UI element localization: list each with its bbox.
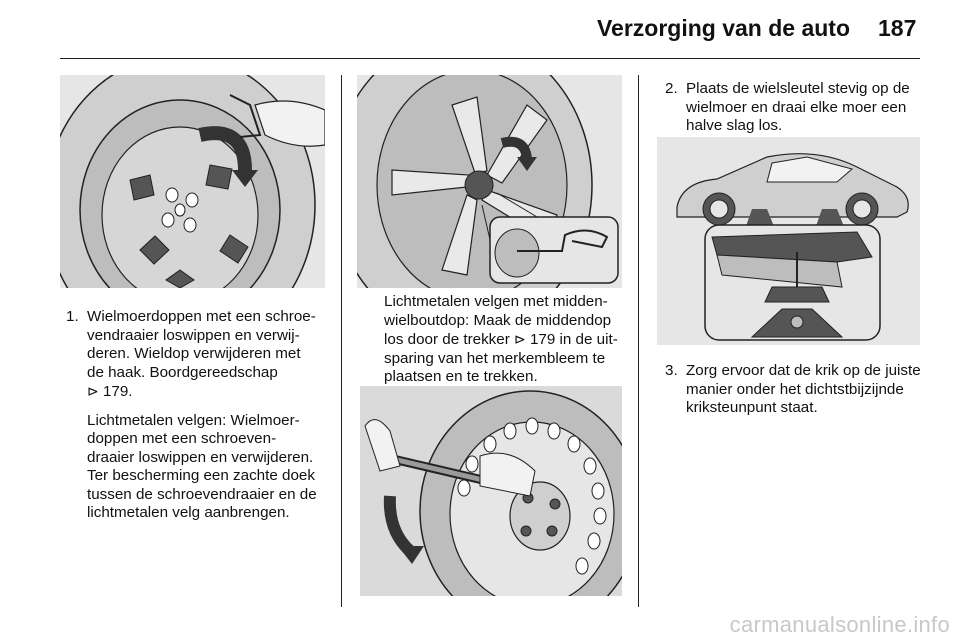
step-3-block bbox=[665, 362, 927, 418]
watermark: carmanualsonline.info bbox=[729, 612, 950, 637]
alloy-note-line: lichtmetalen velg aanbrengen. bbox=[87, 504, 290, 521]
center-cap-line: plaatsen en te trekken. bbox=[384, 368, 538, 385]
center-cap-line: wielboutdop: Maak de middendop bbox=[384, 311, 612, 329]
jacking-point-illustration bbox=[657, 137, 920, 345]
page-reference-icon: ⊳ bbox=[514, 331, 526, 347]
alloy-note-line: tussen de schroevendraaier en de bbox=[87, 485, 317, 503]
alloy-center-cap-block bbox=[384, 293, 636, 387]
page-number: 187 bbox=[878, 15, 917, 41]
step-2-number: 2. bbox=[665, 80, 678, 97]
step-1-line: deren. Wieldop verwijderen met bbox=[87, 345, 301, 362]
step-1-line: Wielmoerdoppen met een schroe- bbox=[87, 308, 316, 325]
step-2-line: wielmoer en draai elke moer een bbox=[686, 98, 907, 116]
page-reference-icon: ⊳ bbox=[87, 383, 99, 399]
step-1-line: vendraaier loswippen en verwij- bbox=[87, 326, 300, 344]
center-cap-line: Lichtmetalen velgen met midden- bbox=[384, 293, 608, 310]
page-header-title: Verzorging van de auto bbox=[596, 15, 850, 41]
alloy-note-line: doppen met een schroeven- bbox=[87, 430, 277, 447]
wheel-wrench-illustration bbox=[360, 386, 622, 596]
alloy-note-line: draaier loswippen en verwijderen. bbox=[87, 448, 314, 466]
step-2-line: halve slag los. bbox=[686, 117, 783, 134]
alloy-note-line: Ter bescherming een zachte doek bbox=[87, 467, 315, 484]
center-cap-line-part: los door de trekker bbox=[384, 331, 514, 348]
step-3-line: Zorg ervoor dat de krik op de juiste bbox=[686, 362, 921, 379]
alloy-note-line: Lichtmetalen velgen: Wielmoer- bbox=[87, 411, 300, 429]
header-divider bbox=[60, 58, 920, 59]
step-3-line: kriksteunpunt staat. bbox=[686, 399, 818, 416]
step-2-line: Plaats de wielsleutel stevig op de bbox=[686, 80, 910, 97]
step-3-number: 3. bbox=[665, 362, 678, 379]
step-1-reference bbox=[87, 382, 334, 402]
step-1-number: 1. bbox=[66, 308, 79, 325]
step-1-line: de haak. Boordgereedschap bbox=[87, 363, 278, 381]
center-cap-illustration bbox=[357, 75, 622, 288]
column-divider-2 bbox=[638, 75, 639, 607]
step-2-block bbox=[665, 80, 927, 136]
step-1-reference-page: 179. bbox=[102, 383, 133, 400]
center-cap-reference-line bbox=[384, 330, 636, 350]
step-1-block bbox=[66, 308, 334, 523]
center-cap-line: sparing van het merkembleem te bbox=[384, 349, 606, 367]
center-cap-line-part: 179 in de uit- bbox=[525, 331, 618, 348]
column-divider-1 bbox=[341, 75, 342, 607]
step-3-line: manier onder het dichtstbijzijnde bbox=[686, 380, 904, 398]
hubcap-removal-illustration bbox=[60, 75, 325, 288]
